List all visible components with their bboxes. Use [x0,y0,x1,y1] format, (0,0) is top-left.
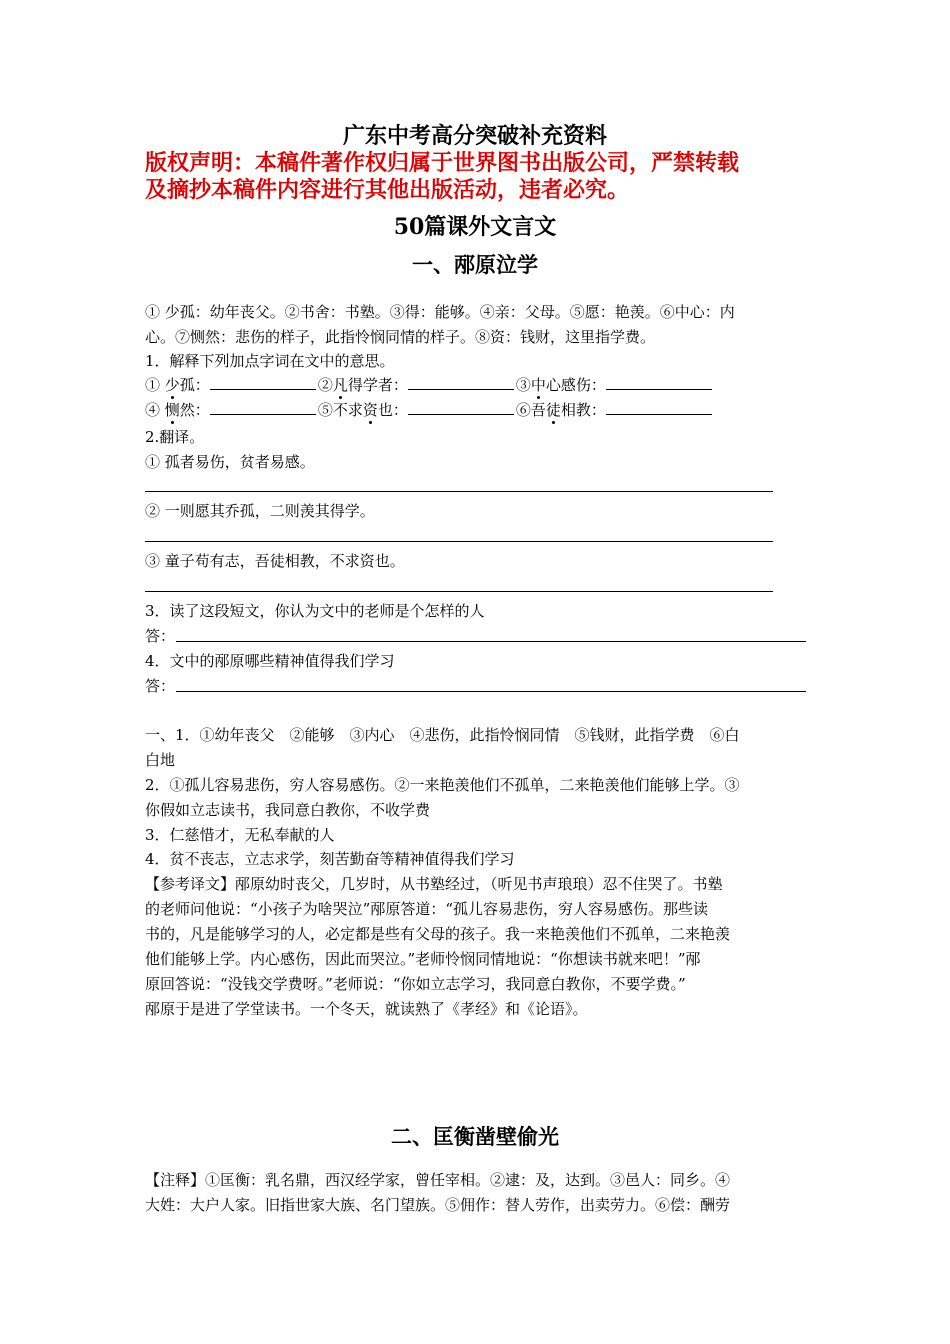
translation-line: 的老师问他说：“小孩子为啥哭泣”邴原答道：“孤儿容易悲伤，穷人容易感伤。那些读 [145,900,709,918]
answer-line[interactable] [145,491,773,492]
book-title: 50篇课外文言文 [393,214,557,240]
answer-key-line: 白地 [145,751,176,769]
section1-notes-line1: ① 少孤：幼年丧父。②书舍：书塾。③得：能够。④亲：父母。⑤愿：艳羡。⑥中心：内 [145,303,735,321]
translation-line: 邴原于是进了学堂读书。一个冬天，就读熟了《孝经》和《论语》。 [145,1000,588,1018]
document-title: 广东中考高分突破补充资料 [342,123,607,149]
copyright-notice-line2: 及摘抄本稿件内容进行其他出版活动，违者必究。 [145,177,630,203]
question1: 1．解释下列加点字词在文中的意思。 [145,352,395,370]
answer-key-line: 2．①孤儿容易悲伤，穷人容易感伤。②一来艳羡他们不孤单，二来艳羡他们能够上学。③ [145,776,740,794]
answer-label: 答： [145,627,176,645]
q1-item: ⑥吾徒相教： [515,401,606,419]
section2-notes-line2: 大姓：大户人家。旧指世家大族、名门望族。⑤佣作：替人劳作，出卖劳力。⑥偿：酬劳 [145,1196,731,1214]
question2: 2.翻译。 [145,428,205,446]
translation-line: 原回答说：“没钱交学费呀。”老师说：“你如立志学习，我同意白教你，不要学费。” [145,975,686,993]
answer-key-line: 你假如立志读书，我同意白教你，不收学费 [145,801,431,819]
question1-row2 [145,400,714,420]
q1-item: ③中心感伤： [515,376,606,394]
section1-heading: 一、邴原泣学 [412,252,538,277]
answer-key-line: 一、1．①幼年丧父 ②能够 ③内心 ④悲伤，此指怜悯同情 ⑤钱财，此指学费 ⑥白 [145,726,740,744]
answer-key-line: 3．仁慈惜才，无私奉献的人 [145,826,335,844]
answer-line[interactable] [145,541,773,542]
q1-item: ① 少孤： [145,376,210,394]
question2-item1: ① 孤者易伤，贫者易感。 [145,453,315,471]
translation-line: 他们能够上学。内心感伤，因此而哭泣。”老师怜悯同情地说：“你想读书就来吧！”邴 [145,950,701,968]
question2-item2: ② 一则愿其乔孤，二则羡其得学。 [145,502,375,520]
question4: 4．文中的邴原哪些精神值得我们学习 [145,652,395,670]
answer-line[interactable] [176,641,806,642]
answer-blank[interactable] [606,375,712,390]
answer-label: 答： [145,677,176,695]
q1-item: ④ 恻然： [145,401,210,419]
copyright-notice-line1: 版权声明：本稿件著作权归属于世界图书出版公司，严禁转载 [145,150,740,176]
answer-blank[interactable] [210,375,316,390]
q1-item: ②凡得学者： [317,376,408,394]
q1-item: ⑤不求资也： [317,401,408,419]
answer-blank[interactable] [408,375,514,390]
question1-row1 [145,375,714,395]
translation-line: 书的，凡是能够学习的人，必定都是些有父母的孩子。我一来艳羡他们不孤单，二来艳羡 [145,925,731,943]
answer-line[interactable] [176,691,806,692]
question2-item3: ③ 童子苟有志，吾徒相教，不求资也。 [145,552,405,570]
answer-blank[interactable] [210,400,316,415]
answer-line[interactable] [145,591,773,592]
section2-heading: 二、匡衡凿壁偷光 [391,1124,559,1149]
section1-notes-line2: 心。⑦恻然：悲伤的样子，此指怜悯同情的样子。⑧资：钱财，这里指学费。 [145,328,656,346]
question3: 3．读了这段短文，你认为文中的老师是个怎样的人 [145,602,485,620]
translation-line: 【参考译文】邴原幼时丧父，几岁时，从书塾经过，（听见书声琅琅）忍不住哭了。书塾 [145,875,723,893]
section2-notes-line1: 【注释】①匡衡：乳名鼎，西汉经学家，曾任宰相。②逮：及，达到。③邑人：同乡。④ [145,1171,731,1189]
answer-blank[interactable] [408,400,514,415]
answer-key-line: 4．贫不丧志，立志求学，刻苦勤奋等精神值得我们学习 [145,850,515,868]
answer-blank[interactable] [606,400,712,415]
